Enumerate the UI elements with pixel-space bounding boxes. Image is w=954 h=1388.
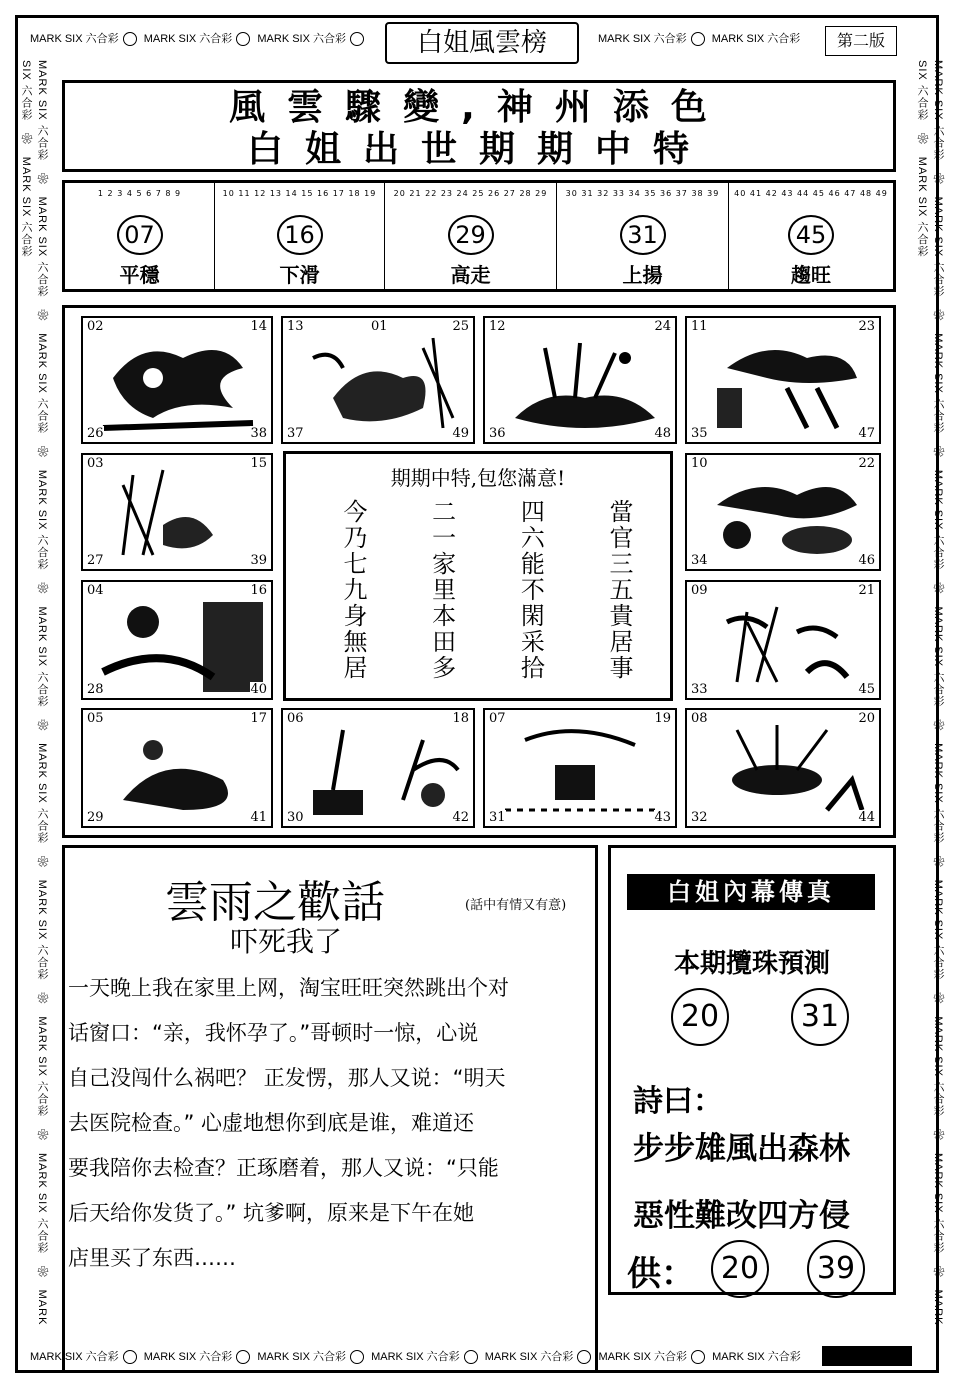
- ink-painting: [483, 316, 677, 444]
- border-text: MARK SIX 六合彩: [932, 606, 944, 708]
- pick-number: 07: [117, 215, 163, 255]
- corner-number: 03: [87, 456, 104, 471]
- flower-icon: [350, 32, 364, 46]
- border-text: MARK SIX 六合彩: [36, 196, 48, 298]
- border-text: MARK SIX 六合彩: [932, 743, 944, 844]
- story-line: 自己没闯什么祸吧？ 正发愣，那人又说：“明天: [68, 1066, 506, 1090]
- corner-number: 35: [691, 426, 708, 441]
- corner-number: 37: [287, 426, 304, 441]
- corner-number: 44: [858, 810, 875, 825]
- insider-banner: 白姐內幕傳真: [627, 874, 875, 910]
- border-text: MARK SIX 六合彩: [36, 469, 48, 571]
- corner-number: 18: [452, 711, 469, 726]
- ink-painting: [685, 580, 881, 700]
- trend-label: 平穩: [119, 263, 160, 287]
- corner-number: 29: [87, 810, 104, 825]
- corner-number: 05: [87, 711, 104, 726]
- corner-number: 27: [87, 553, 104, 568]
- painting-artwork: [83, 455, 273, 571]
- flower-icon: [236, 32, 250, 46]
- story-line: 话窗口：“亲，我怀孕了。”哥顿时一惊，心说: [68, 1021, 479, 1045]
- predict-number: 31: [791, 988, 849, 1046]
- corner-number: 02: [87, 319, 104, 334]
- border-text: MARK SIX 六合彩: [257, 33, 346, 45]
- poem-column: 二一家里本田多: [427, 499, 456, 681]
- painting-artwork: [687, 582, 881, 700]
- border-text: MARK SIX 六合彩: [36, 1153, 48, 1254]
- ink-painting: [81, 316, 273, 444]
- story-box: [62, 845, 598, 1373]
- painting-artwork: [485, 318, 677, 444]
- corner-number: 21: [858, 583, 875, 598]
- story-line: 一天晚上我在家里上网，淘宝旺旺突然跳出个对: [68, 976, 509, 1000]
- corner-number: 34: [691, 553, 708, 568]
- corner-number: 49: [452, 426, 469, 441]
- story-subtitle: 吓死我了: [230, 925, 343, 958]
- corner-number: 20: [858, 711, 875, 726]
- poem-line: 惡性難改四方侵: [633, 1198, 850, 1234]
- border-text: MARK SIX 六合彩: [371, 1351, 460, 1363]
- bottom-corner-block: [822, 1346, 912, 1366]
- number-column: [557, 183, 729, 289]
- border-text: MARK SIX 六合彩: [143, 1351, 233, 1363]
- border-text: MARK SIX 六合彩: [36, 333, 48, 434]
- story-body: [68, 966, 594, 1281]
- border-text: MARK SIX 六合彩: [36, 606, 48, 708]
- corner-number: 48: [654, 426, 671, 441]
- story-line: 后天给你发货了。” 坑爹啊，原来是下午在她: [68, 1201, 475, 1225]
- corner-number: 13: [287, 319, 304, 334]
- corner-number: 09: [691, 583, 708, 598]
- number-range: 40 41 42 43 44 45 46 47 48 49: [734, 189, 888, 198]
- corner-number: 06: [287, 711, 304, 726]
- border-text: MARK SIX 六合彩: [712, 1351, 801, 1363]
- corner-number: 19: [654, 711, 671, 726]
- corner-number: 22: [858, 456, 875, 471]
- border-text: MARK SIX 六合彩: [932, 60, 944, 161]
- border-text: MARK SIX 六合彩: [932, 196, 944, 298]
- corner-number: 08: [691, 711, 708, 726]
- corner-number: 07: [489, 711, 506, 726]
- corner-number: 43: [654, 810, 671, 825]
- number-range: 30 31 32 33 34 35 36 37 38 39: [565, 189, 720, 198]
- headline-line-2: 白姐出世期期中特: [246, 129, 711, 170]
- prediction-heading: 本期攬珠預測: [673, 949, 830, 979]
- border-text: MARK SIX 六合彩: [598, 1351, 688, 1363]
- trend-label: 趨旺: [791, 263, 831, 287]
- number-column: [215, 183, 385, 289]
- poem-column: 今乃七九身無居: [339, 499, 367, 681]
- painting-artwork: [687, 318, 881, 444]
- border-text: MARK SIX 六合彩: [932, 879, 944, 981]
- ink-painting: [685, 708, 881, 828]
- edition-label: 第二版: [825, 26, 897, 56]
- painting-artwork: [687, 455, 881, 571]
- border-text: MARK SIX 六合彩: [916, 60, 944, 1326]
- corner-number: 47: [858, 426, 875, 441]
- ink-painting: [81, 580, 273, 700]
- ink-painting: [281, 316, 475, 444]
- border-text: MARK SIX 六合彩: [484, 1351, 574, 1363]
- painting-artwork: [687, 710, 881, 828]
- headline-line-1: 風雲驟變,神州添色: [229, 87, 729, 128]
- border-text: MARK SIX 六合彩: [20, 156, 32, 258]
- corner-number: 16: [250, 583, 267, 598]
- corner-number: 12: [489, 319, 506, 334]
- corner-number: 32: [691, 810, 708, 825]
- number-column: [385, 183, 557, 289]
- border-text: MARK SIX 六合彩: [143, 33, 233, 45]
- number-range: 1 2 3 4 5 6 7 8 9: [97, 189, 182, 198]
- painting-artwork: [83, 582, 273, 700]
- flower-icon: [123, 32, 137, 46]
- corner-number: 41: [250, 810, 267, 825]
- border-text: MARK SIX 六合彩: [36, 1016, 48, 1117]
- border-text: MARK SIX 六合彩: [932, 469, 944, 571]
- story-title: 雲雨之歡話: [165, 877, 385, 928]
- number-column: [65, 183, 215, 289]
- poem-columns: [341, 499, 631, 681]
- corner-number: 25: [452, 319, 469, 334]
- right-border-strip: MARK SIX 六合彩 ❀ MARK SIX 六合彩 ❀ MARK SIX 六合彩 ❀ MARK SIX 六合彩 ❀ MARK SIX 六合彩 ❀ MARK SIX 六合彩 ❀ MARK SIX 六合彩 ❀ MARK SIX 六合彩 ❀ MARK SIX 六合彩 ❀ MARK SIX 六合彩 ❀ MARK SIX 六合彩: [916, 60, 944, 1326]
- poem-line: 步步雄風出森林: [633, 1131, 850, 1167]
- gong-label: 供：: [627, 1254, 695, 1294]
- corner-number: 33: [691, 682, 708, 697]
- flower-icon: [691, 32, 705, 46]
- predict-number: 20: [671, 988, 729, 1046]
- corner-number: 17: [250, 711, 267, 726]
- corner-number: 30: [287, 810, 304, 825]
- corner-number: 04: [87, 583, 104, 598]
- pick-number: 31: [620, 215, 666, 255]
- corner-number: 14: [250, 319, 267, 334]
- poem-label: 詩曰：: [633, 1084, 723, 1119]
- poem-box: [283, 451, 673, 701]
- painting-artwork: [83, 318, 273, 444]
- painting-artwork: [283, 710, 475, 828]
- number-range: 10 11 12 13 14 15 16 17 18 19: [222, 189, 377, 198]
- border-text: MARK SIX 六合彩: [598, 33, 687, 45]
- corner-number: 01: [371, 319, 388, 334]
- border-text: MARK SIX 六合彩: [30, 33, 119, 45]
- border-text: MARK SIX 六合彩: [36, 60, 48, 161]
- flower-icon: [691, 1350, 705, 1364]
- border-text: MARK SIX 六合彩: [711, 33, 801, 45]
- corner-number: 38: [250, 426, 267, 441]
- border-text: MARK SIX 六合彩: [257, 1351, 346, 1363]
- corner-number: 39: [250, 553, 267, 568]
- painting-artwork: [83, 710, 273, 828]
- gong-number: 39: [807, 1240, 865, 1298]
- ink-painting: [685, 453, 881, 571]
- story-line: 要我陪你去检查？正琢磨着，那人又说：“只能: [68, 1156, 499, 1180]
- border-text: MARK SIX 六合彩: [932, 1153, 944, 1254]
- corner-number: 42: [452, 810, 469, 825]
- corner-number: 23: [858, 319, 875, 334]
- ink-painting: [281, 708, 475, 828]
- corner-number: 31: [489, 810, 506, 825]
- ink-painting: [483, 708, 677, 828]
- corner-number: 28: [87, 682, 104, 697]
- headline-box: [62, 80, 896, 172]
- number-range: 20 21 22 23 24 25 26 27 28 29: [393, 189, 548, 198]
- trend-label: 下滑: [279, 263, 320, 287]
- corner-number: 36: [489, 426, 506, 441]
- ink-painting: [81, 453, 273, 571]
- left-border-strip: MARK SIX 六合彩 ❀ MARK SIX 六合彩 ❀ MARK SIX 六合彩 ❀ MARK SIX 六合彩 ❀ MARK SIX 六合彩 ❀ MARK SIX 六合彩 ❀ MARK SIX 六合彩 ❀ MARK SIX 六合彩 ❀ MARK SIX 六合彩 ❀ MARK SIX 六合彩 ❀ MARK SIX 六合彩: [20, 60, 48, 1326]
- pick-number: 16: [277, 215, 323, 255]
- number-panel: [62, 180, 896, 292]
- picture-panel: [62, 305, 896, 838]
- trend-label: 高走: [450, 263, 491, 287]
- corner-number: 26: [87, 426, 104, 441]
- story-note: (話中有情又有意): [465, 898, 567, 913]
- painting-artwork: [485, 710, 677, 828]
- border-text: MARK SIX 六合彩: [36, 743, 48, 844]
- corner-number: 45: [858, 682, 875, 697]
- masthead-title: 白姐風雲榜: [385, 22, 579, 64]
- gong-number: 20: [711, 1240, 769, 1298]
- border-text: MARK SIX 六合彩: [30, 1351, 119, 1363]
- poem-column: 四六能不閑采拾: [516, 499, 545, 681]
- corner-number: 15: [250, 456, 267, 471]
- pick-number: 29: [448, 215, 494, 255]
- story-line: 店里买了东西……: [68, 1246, 236, 1270]
- story-line: 去医院检查。” 心虚地想你到底是谁，难道还: [68, 1111, 475, 1135]
- corner-number: 10: [691, 456, 708, 471]
- number-column: [729, 183, 893, 289]
- trend-label: 上揚: [622, 263, 663, 287]
- ink-painting: [81, 708, 273, 828]
- border-text: MARK SIX 六合彩: [36, 879, 48, 981]
- painting-artwork: [283, 318, 475, 444]
- top-border-strip-right: [598, 30, 818, 50]
- corner-number: 24: [654, 319, 671, 334]
- corner-number: 11: [691, 319, 708, 334]
- poem-box-title: 期期中特,包您滿意!: [390, 466, 566, 490]
- border-text: MARK SIX 六合彩: [932, 333, 944, 434]
- poem-column: 當官三五貴居事: [604, 499, 633, 681]
- border-text: MARK SIX 六合彩: [20, 60, 48, 1326]
- corner-number: 40: [250, 682, 267, 697]
- pick-number: 45: [788, 215, 834, 255]
- ink-painting: [685, 316, 881, 444]
- corner-number: 46: [858, 553, 875, 568]
- prediction-box: [608, 845, 896, 1295]
- border-text: MARK SIX 六合彩: [916, 156, 928, 258]
- border-text: MARK SIX 六合彩: [932, 1016, 944, 1117]
